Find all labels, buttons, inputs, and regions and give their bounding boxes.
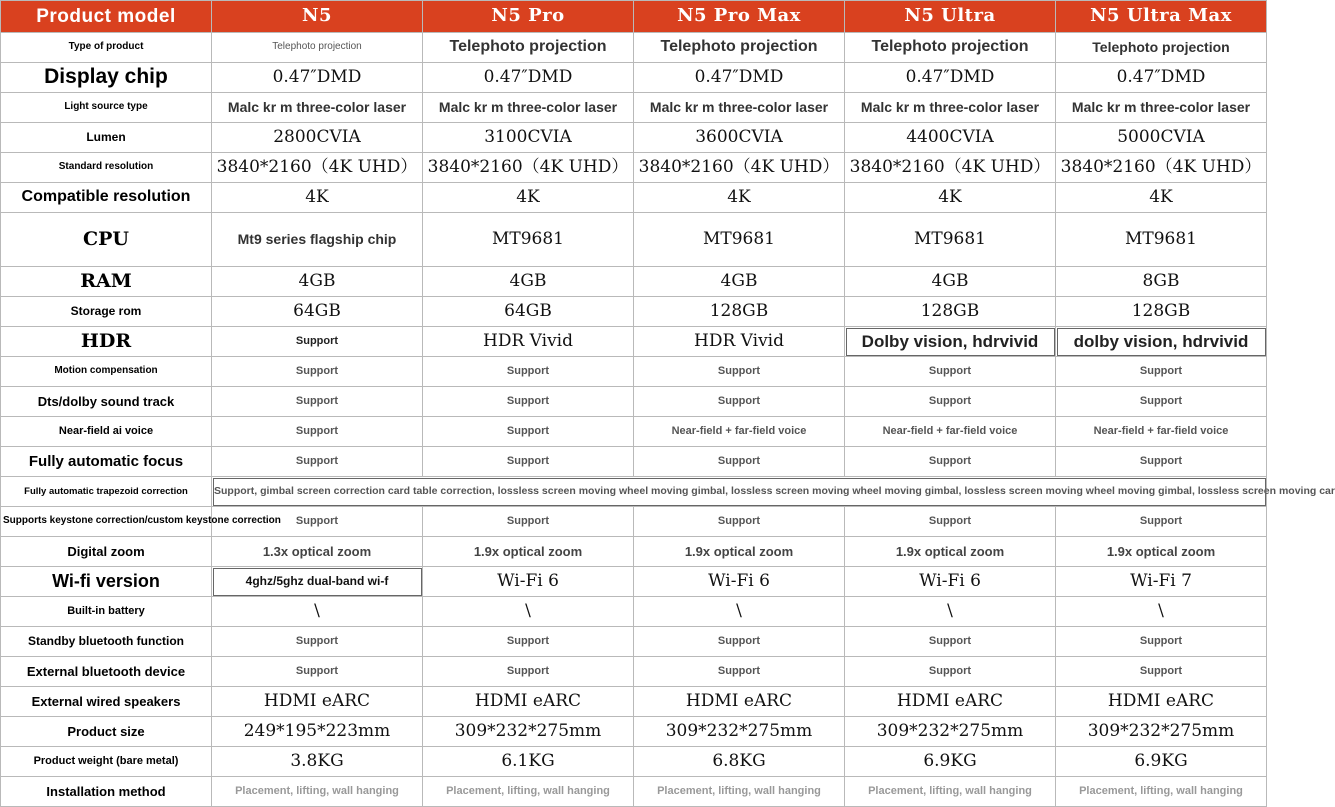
table-cell: Support	[634, 357, 845, 387]
model-name: N5 Ultra Max	[1056, 1, 1267, 33]
table-cell: Support	[845, 507, 1056, 537]
table-row	[1, 777, 1267, 807]
table-cell: HDMI eARC	[1056, 687, 1267, 717]
table-row	[1, 183, 1267, 213]
row-label: HDR	[1, 327, 212, 357]
table-cell: \	[1056, 597, 1267, 627]
table-cell: HDMI eARC	[845, 687, 1056, 717]
table-cell: 4K	[423, 183, 634, 213]
table-row	[1, 267, 1267, 297]
row-label: Dts/dolby sound track	[1, 387, 212, 417]
table-cell: Malc kr m three-color laser	[845, 93, 1056, 123]
table-cell: 6.9KG	[845, 747, 1056, 777]
table-cell: Wi-Fi 7	[1056, 567, 1267, 597]
table-row	[1, 153, 1267, 183]
table-cell: Support	[845, 627, 1056, 657]
table-cell: 1.9x optical zoom	[845, 537, 1056, 567]
table-cell: Placement, lifting, wall hanging	[212, 777, 423, 807]
table-cell: \	[634, 597, 845, 627]
table-cell: 4400CVIA	[845, 123, 1056, 153]
table-cell: Support	[423, 657, 634, 687]
model-name: N5 Pro	[423, 1, 634, 33]
table-cell: 3840*2160（4K UHD）	[423, 153, 634, 183]
table-cell: Support	[212, 357, 423, 387]
table-row	[1, 627, 1267, 657]
table-cell: Placement, lifting, wall hanging	[634, 777, 845, 807]
table-cell: 4K	[634, 183, 845, 213]
table-cell: Support	[212, 387, 423, 417]
table-cell: Support	[212, 417, 423, 447]
table-cell: Telephoto projection	[423, 33, 634, 63]
table-cell: Support	[634, 507, 845, 537]
table-cell: Support	[423, 447, 634, 477]
table-cell: 64GB	[212, 297, 423, 327]
row-label: RAM	[1, 267, 212, 297]
table-row	[1, 327, 1267, 357]
model-name: N5 Pro Max	[634, 1, 845, 33]
table-cell: Placement, lifting, wall hanging	[845, 777, 1056, 807]
row-label: Installation method	[1, 777, 212, 807]
table-row	[1, 387, 1267, 417]
row-label: Built-in battery	[1, 597, 212, 627]
header-label: Product model	[1, 1, 212, 33]
row-label: Product size	[1, 717, 212, 747]
table-cell: Support	[212, 657, 423, 687]
table-cell: Support	[634, 447, 845, 477]
table-cell: 4K	[845, 183, 1056, 213]
table-cell: Near-field + far-field voice	[1056, 417, 1267, 447]
table-row	[1, 123, 1267, 153]
table-cell: 0.47″DMD	[212, 63, 423, 93]
row-label: Wi-fi version	[1, 567, 212, 597]
table-cell: 0.47″DMD	[1056, 63, 1267, 93]
table-cell: Support	[212, 507, 423, 537]
table-cell: Support	[845, 357, 1056, 387]
table-row	[1, 567, 1267, 597]
table-cell: 3840*2160（4K UHD）	[212, 153, 423, 183]
table-cell: MT9681	[845, 213, 1056, 267]
table-cell: Mt9 series flagship chip	[212, 213, 423, 267]
row-label: Motion compensation	[1, 357, 212, 387]
table-cell: 6.9KG	[1056, 747, 1267, 777]
table-cell: Support	[634, 627, 845, 657]
table-cell: 64GB	[423, 297, 634, 327]
table-row	[1, 297, 1267, 327]
table-cell: Support	[1056, 627, 1267, 657]
table-cell: Support	[423, 507, 634, 537]
table-cell: 4GB	[423, 267, 634, 297]
table-row	[1, 747, 1267, 777]
table-cell: 0.47″DMD	[634, 63, 845, 93]
table-cell: Support	[212, 627, 423, 657]
table-cell: 4GB	[212, 267, 423, 297]
row-label: Standby bluetooth function	[1, 627, 212, 657]
table-cell: Support	[423, 627, 634, 657]
table-cell: MT9681	[1056, 213, 1267, 267]
table-cell: \	[423, 597, 634, 627]
table-cell: Support	[212, 327, 423, 357]
table-cell: 309*232*275mm	[1056, 717, 1267, 747]
table-cell: 4GB	[845, 267, 1056, 297]
table-cell: 128GB	[845, 297, 1056, 327]
header-row	[1, 1, 1267, 33]
table-cell: 249*195*223mm	[212, 717, 423, 747]
row-label: Digital zoom	[1, 537, 212, 567]
table-row	[1, 657, 1267, 687]
table-cell: 6.8KG	[634, 747, 845, 777]
table-cell: 128GB	[1056, 297, 1267, 327]
model-name: N5 Ultra	[845, 1, 1056, 33]
table-cell: Malc kr m three-color laser	[423, 93, 634, 123]
model-name: N5	[212, 1, 423, 33]
table-row	[1, 597, 1267, 627]
table-cell: 128GB	[634, 297, 845, 327]
table-cell: 6.1KG	[423, 747, 634, 777]
table-cell: 8GB	[1056, 267, 1267, 297]
row-label: Standard resolution	[1, 153, 212, 183]
table-cell: 4K	[212, 183, 423, 213]
table-cell: 3100CVIA	[423, 123, 634, 153]
table-row	[1, 63, 1267, 93]
table-row	[1, 417, 1267, 447]
table-cell: HDMI eARC	[634, 687, 845, 717]
table-row	[1, 447, 1267, 477]
table-cell: Support	[423, 417, 634, 447]
table-cell: Telephoto projection	[1056, 33, 1267, 63]
table-cell: Support	[212, 447, 423, 477]
table-cell: Support	[423, 357, 634, 387]
row-label: Storage rom	[1, 297, 212, 327]
table-cell: Wi-Fi 6	[634, 567, 845, 597]
table-cell: 4K	[1056, 183, 1267, 213]
row-label: Product weight (bare metal)	[1, 747, 212, 777]
row-label: Display chip	[1, 63, 212, 93]
table-row	[1, 33, 1267, 63]
table-cell: 3840*2160（4K UHD）	[634, 153, 845, 183]
row-label: Fully automatic focus	[1, 447, 212, 477]
merged-cell: Support, gimbal screen correction card table correction, lossless screen moving wheel moving gimbal, lossless screen moving wheel moving gimbal, lossless screen moving wheel moving gimbal, lossless screen moving car	[212, 477, 1267, 507]
table-cell: 309*232*275mm	[845, 717, 1056, 747]
table-row	[1, 357, 1267, 387]
row-label: Compatible resolution	[1, 183, 212, 213]
table-cell: Near-field + far-field voice	[634, 417, 845, 447]
table-cell: HDMI eARC	[212, 687, 423, 717]
table-cell: Support	[1056, 447, 1267, 477]
table-cell: Support	[1056, 507, 1267, 537]
table-cell: Telephoto projection	[212, 33, 423, 63]
table-cell: Support	[1056, 387, 1267, 417]
table-cell: Support	[423, 387, 634, 417]
table-cell: 5000CVIA	[1056, 123, 1267, 153]
row-label: External wired speakers	[1, 687, 212, 717]
row-label: Supports keystone correction/custom keystone correction	[1, 507, 212, 537]
table-cell: 1.3x optical zoom	[212, 537, 423, 567]
table-cell: Support	[1056, 657, 1267, 687]
table-cell: 1.9x optical zoom	[423, 537, 634, 567]
table-cell: 309*232*275mm	[423, 717, 634, 747]
table-cell: Placement, lifting, wall hanging	[1056, 777, 1267, 807]
table-row	[1, 537, 1267, 567]
table-cell: 1.9x optical zoom	[1056, 537, 1267, 567]
table-cell: dolby vision, hdrvivid	[1056, 327, 1267, 357]
table-cell: Wi-Fi 6	[423, 567, 634, 597]
table-cell: 0.47″DMD	[423, 63, 634, 93]
row-label: External bluetooth device	[1, 657, 212, 687]
table-cell: Support	[1056, 357, 1267, 387]
table-cell: Support	[634, 657, 845, 687]
table-cell: HDMI eARC	[423, 687, 634, 717]
table-cell: 309*232*275mm	[634, 717, 845, 747]
table-row	[1, 687, 1267, 717]
table-cell: HDR Vivid	[423, 327, 634, 357]
table-cell: 4ghz/5ghz dual-band wi-f	[212, 567, 423, 597]
table-cell: \	[212, 597, 423, 627]
table-cell: Near-field + far-field voice	[845, 417, 1056, 447]
table-cell: MT9681	[634, 213, 845, 267]
table-cell: MT9681	[423, 213, 634, 267]
row-label: Light source type	[1, 93, 212, 123]
row-label: CPU	[1, 213, 212, 267]
table-cell: Dolby vision, hdrvivid	[845, 327, 1056, 357]
table-cell: 2800CVIA	[212, 123, 423, 153]
table-cell: 3.8KG	[212, 747, 423, 777]
table-cell: 1.9x optical zoom	[634, 537, 845, 567]
row-label: Lumen	[1, 123, 212, 153]
table-cell: Malc kr m three-color laser	[212, 93, 423, 123]
row-label: Type of product	[1, 33, 212, 63]
table-row	[1, 507, 1267, 537]
table-cell: 3840*2160（4K UHD）	[845, 153, 1056, 183]
table-cell: Support	[634, 387, 845, 417]
table-cell: Malc kr m three-color laser	[1056, 93, 1267, 123]
table-cell: Telephoto projection	[845, 33, 1056, 63]
table-cell: 0.47″DMD	[845, 63, 1056, 93]
table-cell: Support	[845, 387, 1056, 417]
row-label: Fully automatic trapezoid correction	[1, 477, 212, 507]
table-cell: Placement, lifting, wall hanging	[423, 777, 634, 807]
table-cell: Wi-Fi 6	[845, 567, 1056, 597]
table-row	[1, 213, 1267, 267]
table-row	[1, 717, 1267, 747]
table-cell: 3840*2160（4K UHD）	[1056, 153, 1267, 183]
table-cell: Telephoto projection	[634, 33, 845, 63]
table-cell: Support	[845, 657, 1056, 687]
table-cell: 3600CVIA	[634, 123, 845, 153]
table-cell: Malc kr m three-color laser	[634, 93, 845, 123]
table-row	[1, 93, 1267, 123]
table-row	[1, 477, 1267, 507]
table-cell: HDR Vivid	[634, 327, 845, 357]
row-label: Near-field ai voice	[1, 417, 212, 447]
table-cell: Support	[845, 447, 1056, 477]
table-cell: \	[845, 597, 1056, 627]
table-cell: 4GB	[634, 267, 845, 297]
